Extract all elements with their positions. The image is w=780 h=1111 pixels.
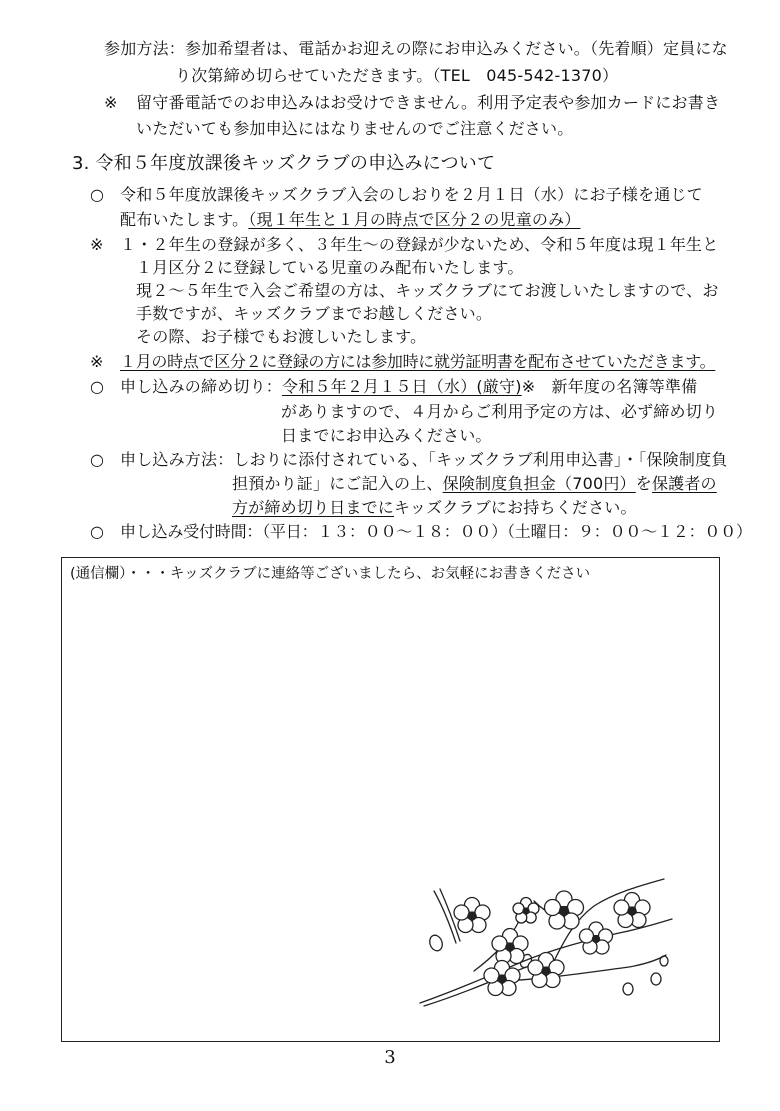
item4-mark: ○	[90, 377, 104, 396]
deadline-date: 令和５年２月１５日（水）(厳守)	[282, 377, 522, 396]
item5-mark: ○	[90, 450, 104, 469]
method-text: しおりに添付されている、「キッズクラブ利用申込書」・「保険制度負	[233, 450, 728, 469]
item1-mark: ○	[90, 185, 104, 204]
method-line-2b: を	[635, 474, 652, 493]
message-box[interactable]	[61, 557, 720, 1042]
participation-note-1: 留守番電話でのお申込みはお受けできません。利用予定表や参加カードにお書き	[136, 93, 721, 112]
deadline-note: ※ 新年度の名簿等準備	[521, 377, 698, 396]
item1-line-1: 令和５年度放課後キッズクラブ入会のしおりを２月１日（水）にお子様を通じて	[120, 185, 703, 204]
participation-note-2: いただいても参加申込にはなりませんのでご注意ください。	[136, 119, 574, 138]
deadline-label: 申し込みの締め切り：	[120, 377, 283, 396]
item5-line-3	[232, 498, 637, 518]
method-line-2a: 担預かり証」にご記入の上、	[232, 474, 443, 493]
deadline-reminder: 方が締め切り日までに	[232, 498, 395, 517]
item4-line-3: 日までにお申込みください。	[281, 426, 492, 445]
item4-line-2: がありますので、４月からご利用予定の方は、必ず締め切り	[281, 402, 719, 421]
participation-line-2: り次第締め切らせていただきます。（TEL 045-542-1370）	[175, 66, 619, 85]
item1-line-2-text: 配布いたします。	[120, 210, 249, 229]
item3-mark: ※	[90, 352, 104, 371]
page-number: 3	[384, 1047, 396, 1068]
plum-blossom-icon	[414, 861, 676, 1021]
method-label: 申し込み方法：	[120, 450, 234, 469]
note-mark: ※	[104, 93, 118, 112]
insurance-fee: 保険制度負担金（700円）	[442, 474, 636, 493]
item5-line-2	[232, 474, 717, 494]
participation-line-1: 参加方法：参加希望者は、電話かお迎えの際にお申込みください。（先着順）定員にな	[104, 39, 728, 58]
item2-line-5: その際、お子様でもお渡しいたします。	[136, 327, 427, 346]
item5-line-1	[120, 450, 728, 470]
item2-line-3: 現２～５年生で入会ご希望の方は、キッズクラブにてお渡しいたしますので、お	[136, 281, 719, 300]
item1-target-note: （現１年生と１月の時点で区分２の児童のみ）	[248, 210, 581, 229]
section-heading: 3. 令和５年度放課後キッズクラブの申込みについて	[72, 153, 496, 174]
guardian-note: 保護者の	[651, 474, 717, 493]
item2-mark: ※	[90, 235, 104, 254]
item6-mark: ○	[90, 522, 104, 541]
item2-line-4: 手数ですが、キッズクラブまでお越しください。	[136, 304, 493, 323]
method-line-3: キッズクラブにお持ちください。	[394, 498, 637, 517]
item1-line-2	[120, 210, 581, 230]
message-box-title: (通信欄）・・・キッズクラブに連絡等ございましたら、お気軽にお書きください	[70, 566, 591, 582]
item3-line-1: １月の時点で区分２に登録の方には参加時に就労証明書を配布させていただきます。	[120, 352, 716, 371]
item2-line-2: １月区分２に登録している児童のみ配布いたします。	[136, 258, 524, 277]
item2-line-1: １・２年生の登録が多く、３年生～の登録が少ないため、令和５年度は現１年生と	[120, 235, 719, 254]
item4-line-1	[120, 377, 697, 397]
item6-line-1: 申し込み受付時間：（平日：１３：００～１８：００）（土曜日：９：００～１２：００）	[120, 522, 752, 541]
